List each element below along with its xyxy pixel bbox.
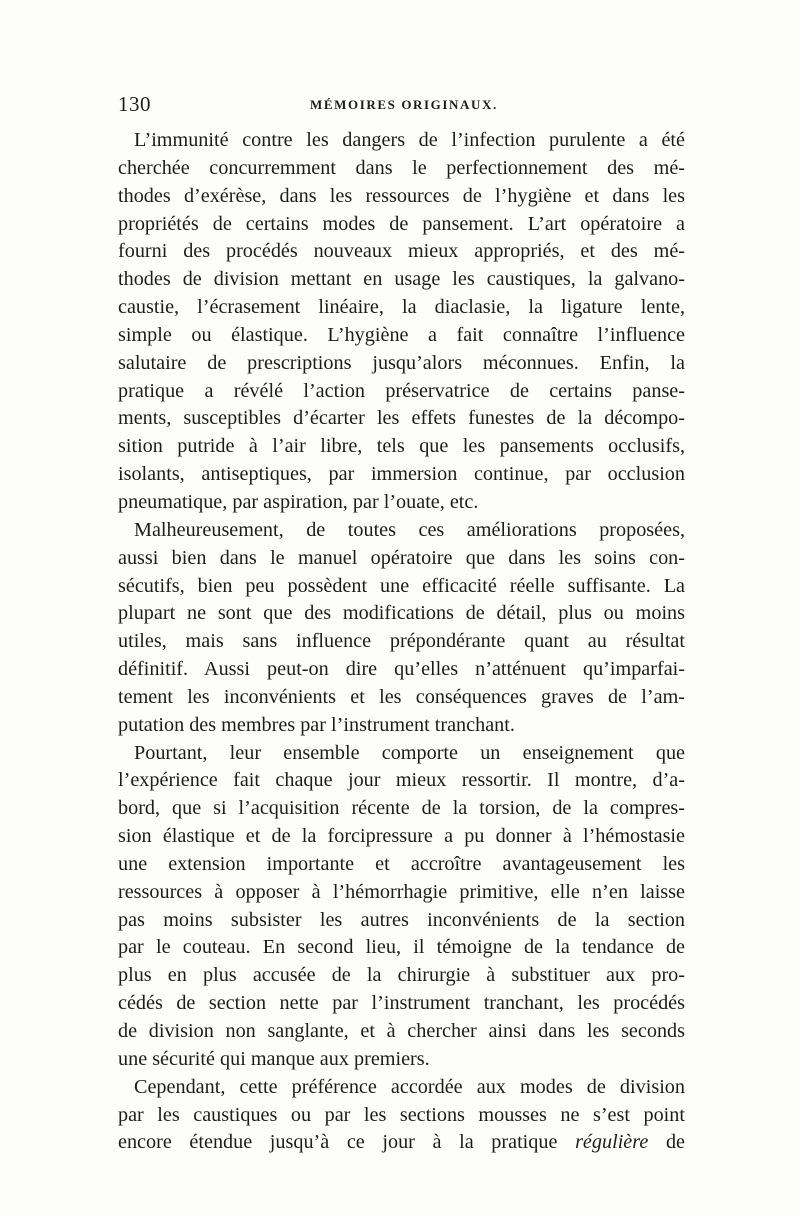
text-line: par le couteau. En second lieu, il témoigne de la tendance de xyxy=(118,936,685,959)
text-line: fourni des procédés nouveaux mieux appropriés, et des mé- xyxy=(118,240,685,263)
text-line: pas moins subsister les autres inconvénients de la section xyxy=(118,908,685,931)
text-line: par les caustiques ou par les sections mousses ne s’est point xyxy=(118,1103,685,1126)
text-line: L’immunité contre les dangers de l’infection purulente a été xyxy=(134,129,685,151)
text-line: salutaire de prescriptions jusqu’alors méconnues. Enfin, la xyxy=(118,351,685,374)
text-line: définitif. Aussi peut-on dire qu’elles n’atténuent qu’imparfai- xyxy=(118,658,685,681)
paragraph xyxy=(118,1074,685,1158)
text-line: isolants, antiseptiques, par immersion continue, par occlusion xyxy=(118,463,685,486)
text-line: plupart ne sont que des modifications de détail, plus ou moins xyxy=(118,602,685,625)
text-line: Pourtant, leur ensemble comporte un enseignement que xyxy=(134,741,685,764)
text-line: une extension importante et accroître avantageusement les xyxy=(118,852,685,875)
text-line: de division non sanglante, et à chercher ainsi dans les seconds xyxy=(118,1020,685,1042)
running-title: MÉMOIRES ORIGINAUX. xyxy=(310,97,498,112)
text-segment: de xyxy=(665,1131,685,1154)
text-segment: encore étendue jusqu’à ce jour à la pratique xyxy=(118,1131,558,1154)
text-line: propriétés de certains modes de pansement. L’art opératoire a xyxy=(118,212,685,235)
text-line: sion élastique et de la forcipressure a pu donner à l’hémostasie xyxy=(118,825,685,848)
paragraph xyxy=(118,517,685,740)
text-line: ments, susceptibles d’écarter les effets funestes de la décompo- xyxy=(118,407,685,430)
paragraph xyxy=(118,127,685,517)
body-text xyxy=(118,127,685,1157)
paragraph xyxy=(118,740,685,1074)
text-line: ressources à opposer à l’hémorrhagie primitive, elle n’en laisse xyxy=(118,880,685,903)
text-line: sition putride à l’air libre, tels que les pansements occlusifs, xyxy=(118,435,685,458)
text-line: caustie, l’écrasement linéaire, la diaclasie, la ligature lente, xyxy=(118,296,685,319)
text-line: l’expérience fait chaque jour mieux ressortir. Il montre, d’a- xyxy=(118,769,685,792)
text-line-with-emphasis xyxy=(118,1129,685,1157)
text-line: thodes de division mettant en usage les caustiques, la galvano- xyxy=(118,268,685,291)
text-line: tement les inconvénients et les conséquences graves de l’am- xyxy=(118,685,685,708)
running-head xyxy=(118,92,685,122)
text-line: cédés de section nette par l’instrument tranchant, les procédés xyxy=(118,992,685,1015)
text-line: thodes d’exérèse, dans les ressources de l’hygiène et dans les xyxy=(118,184,685,207)
text-line: une sécurité qui manque aux premiers. xyxy=(118,1047,430,1070)
text-line: Malheureusement, de toutes ces améliorations proposées, xyxy=(134,518,685,541)
text-line: bord, que si l’acquisition récente de la torsion, de la compres- xyxy=(118,797,685,820)
emphasized-word: régulière xyxy=(575,1131,649,1154)
text-line: cherchée concurremment dans le perfectionnement des mé- xyxy=(118,156,685,179)
text-line: aussi bien dans le manuel opératoire que dans les soins con- xyxy=(118,546,685,569)
text-line: pneumatique, par aspiration, par l’ouate, etc. xyxy=(118,490,479,513)
page-number: 130 xyxy=(118,92,151,116)
text-line: utiles, mais sans influence prépondérante quant au résultat xyxy=(118,630,685,653)
text-line: plus en plus accusée de la chirurgie à substituer aux pro- xyxy=(118,964,685,987)
text-line: Cependant, cette préférence accordée aux modes de division xyxy=(134,1075,685,1098)
text-line: simple ou élastique. L’hygiène a fait connaître l’influence xyxy=(118,323,685,346)
text-line: sécutifs, bien peu possèdent une efficacité réelle suffisante. La xyxy=(118,574,685,597)
text-line: putation des membres par l’instrument tranchant. xyxy=(118,713,515,736)
text-line: pratique a révélé l’action préservatrice de certains panse- xyxy=(118,379,685,402)
